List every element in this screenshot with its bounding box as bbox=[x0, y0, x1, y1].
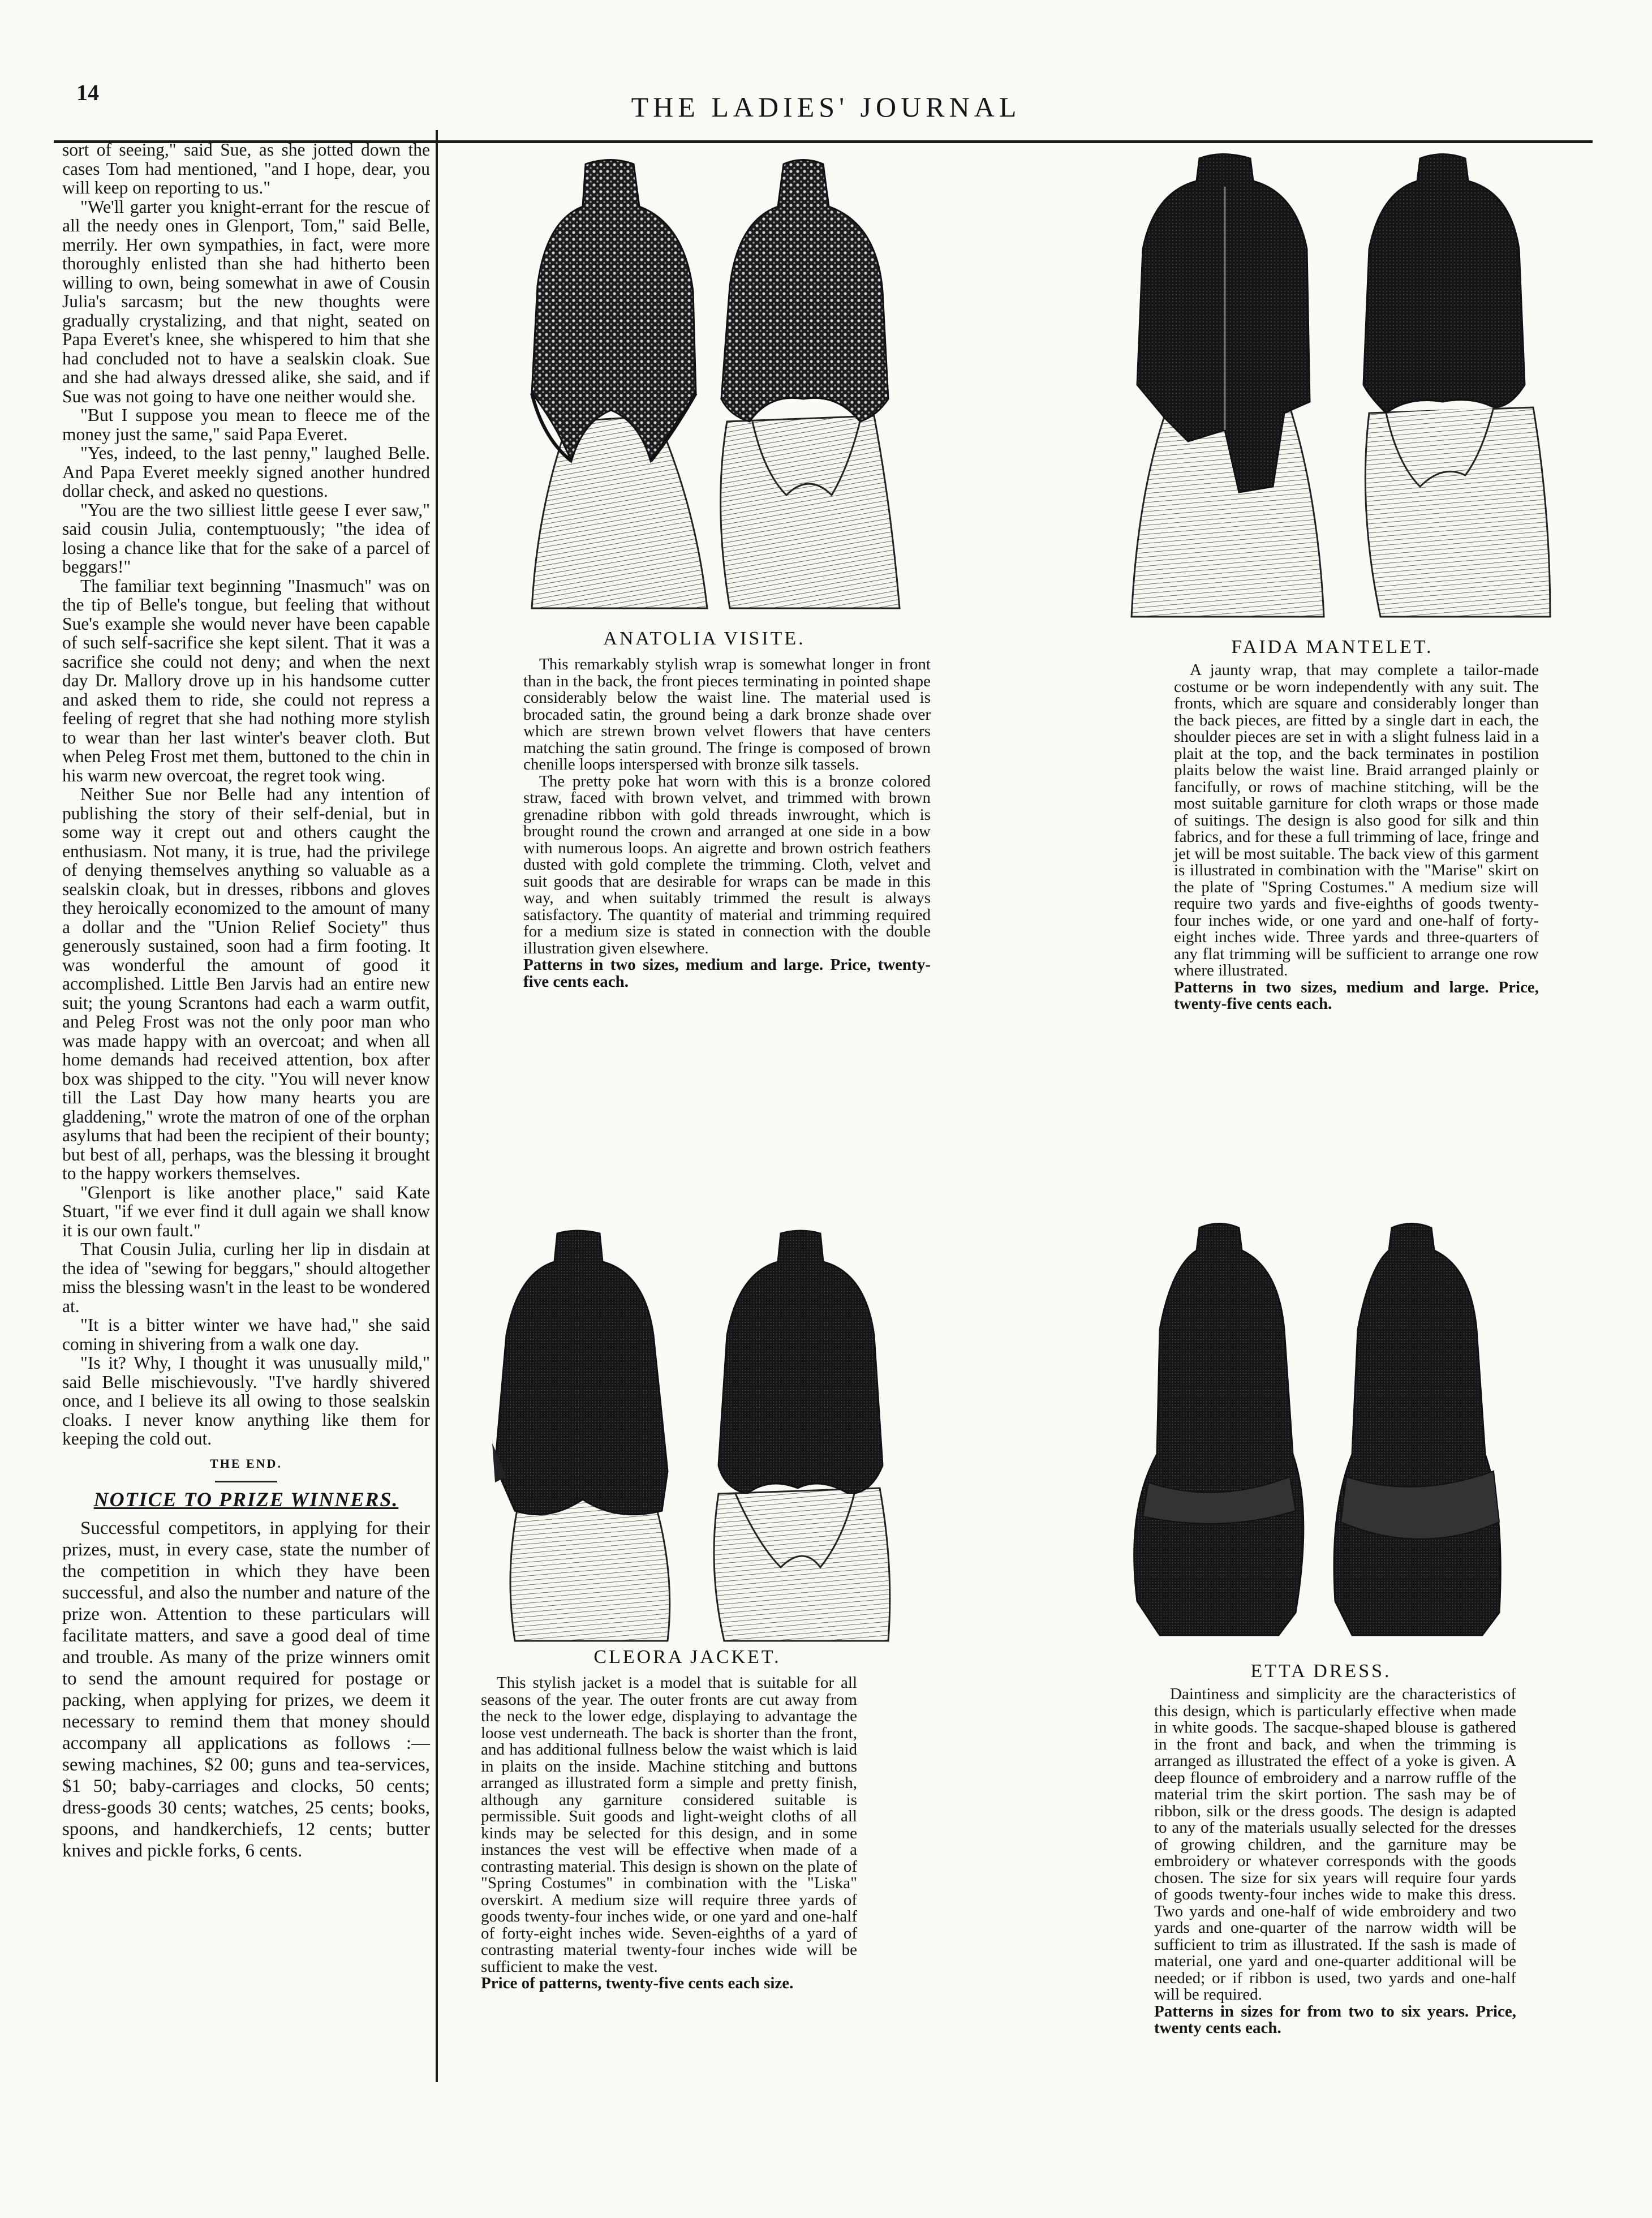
notice-section bbox=[62, 1490, 430, 1862]
story-paragraph: "Glenport is like another place," said Kate Stuart, "if we ever find it dull again we shall know it is our own fault." bbox=[62, 1182, 430, 1240]
etta-dress-illustration bbox=[1109, 1217, 1533, 1658]
anatolia-paragraph: The pretty poke hat worn with this is a bronze colored straw, faced with brown velvet, and trimmed with brown grenadine ribbon with gold threads inwrought, which is brought round the crown and arranged at one side in a bow with numerous loops. An aigrette and brown ostrich feathers dusted with gold complete the trimming. Cloth, velvet and suit goods that are desirable for wraps can be made in this way, and when suitably trimmed the result is always satisfactory. The quantity of material and trimming required for a medium size is stated in connection with the double illustration given elsewhere. bbox=[523, 772, 931, 957]
faida-pattern-info: Patterns in two sizes, medium and large. Price, twenty-five cents each. bbox=[1174, 978, 1539, 1013]
story-paragraph: "Is it? Why, I thought it was unusually mild," said Belle mischievously. "I've hardly shivered once, and I believe its all owing to those sealskin cloaks. I never know anything like them for keeping the cold out. bbox=[62, 1353, 430, 1448]
anatolia-paragraph: This remarkably stylish wrap is somewhat longer in front than in the back, the front pieces terminating in pointed shape considerably below the waist line. The material used is brocaded satin, the ground being a dark bronze shade over which are strewn brown velvet flowers that have centers matching the satin ground. The fringe is composed of brown chenille loops interspersed with bronze silk tassels. bbox=[523, 655, 931, 773]
column-rule bbox=[436, 130, 438, 2082]
faida-front-figure bbox=[1132, 154, 1324, 617]
anatolia-pattern-info: Patterns in two sizes, medium and large. Price, twenty-five cents each. bbox=[523, 956, 931, 991]
faida-description bbox=[1174, 662, 1539, 1013]
faida-caption: FAIDA MANTELET. bbox=[1231, 637, 1434, 657]
etta-caption: ETTA DRESS. bbox=[1250, 1661, 1392, 1682]
anatolia-description bbox=[523, 656, 931, 990]
story-end-mark: THE END. bbox=[210, 1456, 282, 1471]
faida-mantelet-illustration bbox=[1103, 147, 1561, 628]
notice-heading: NOTICE TO PRIZE WINNERS. bbox=[93, 1488, 399, 1511]
cleora-back-figure bbox=[714, 1231, 890, 1641]
section-divider bbox=[215, 1481, 277, 1482]
story-paragraph: "It is a bitter winter we have had," she said coming in shivering from a walk one day. bbox=[62, 1315, 430, 1354]
story-paragraph: "We'll garter you knight-errant for the rescue of all the needy ones in Glenport, Tom," said Belle, merrily. Her own sympathies, in fact, were more thoroughly enlisted than she had hitherto been willing to own, being somewhat in awe of Cousin Julia's sarcasm; but the new thoughts were gradually crystalizing, and that night, seated on Papa Everet's knee, she whispered to him that she had concluded not to have a sealskin cloak. Sue and she had always dressed alike, she said, and if Sue was not going to have one neither would she. bbox=[62, 196, 430, 406]
cleora-pattern-info: Price of patterns, twenty-five cents each size. bbox=[481, 1974, 794, 1992]
etta-paragraph: Daintiness and simplicity are the characteristics of this design, which is particularly effective when made in white goods. The sacque-shaped blouse is gathered in the front and back, and when the trimming is arranged as illustrated the effect of a yoke is given. A deep flounce of embroidery and a narrow ruffle of the material trim the skirt portion. The sash may be of ribbon, silk or the dress goods. The design is adapted to any of the materials usually selected for the dresses of growing children, and the garniture may be embroidery or whatever corresponds with the goods chosen. The size for six years will require four yards of goods twenty-four inches wide to make this dress. Two yards and one-half of wide embroidery and two yards and one-quarter of the narrow width will be sufficient to trim as illustrated. If the sash is made of material, one yard and one-quarter additional will be needed; or if ribbon is used, two yards and one-half will be required. bbox=[1154, 1685, 1516, 2004]
journal-title: THE LADIES' JOURNAL bbox=[631, 91, 1021, 123]
page-number: 14 bbox=[76, 80, 99, 105]
etta-description bbox=[1154, 1686, 1516, 2037]
faida-paragraph: A jaunty wrap, that may complete a tailor-made costume or be worn independently with any suit. The fronts, which are square and considerably longer than the back pieces, are fitted by a single dart in each, the shoulder pieces are set in with a slight fulness laid in a plait at the top, and the back terminates in postilion plaits below the waist line. Braid arranged plainly or fancifully, or rows of machine stitching, will be the most suitable garniture for cloth wraps or those made of suitings. The design is also good for silk and thin fabrics, and for these a full trimming of lace, fringe and jet will be most suitable. The back view of this garment is illustrated in combination with the "Marise" skirt on the plate of "Spring Costumes." A medium size will require two yards and five-eighths of goods twenty-four inches wide, or one yard and one-half of forty-eight inches wide. Three yards and three-quarters of any flat trimming will be sufficient to arrange one row where illustrated. bbox=[1174, 661, 1539, 979]
cleora-jacket-illustration bbox=[453, 1228, 922, 1647]
story-paragraph: That Cousin Julia, curling her lip in disdain at the idea of "sewing for beggars," should altogether miss the blessing wasn't in the least to be wondered at. bbox=[62, 1239, 430, 1316]
anatolia-visite-illustration bbox=[470, 156, 939, 614]
story-paragraph: "But I suppose you mean to fleece me of the money just the same," said Papa Everet. bbox=[62, 405, 430, 444]
etta-back-figure bbox=[1334, 1224, 1500, 1636]
cleora-caption: CLEORA JACKET. bbox=[593, 1647, 781, 1667]
story-paragraph: The familiar text beginning "Inasmuch" was on the tip of Belle's tongue, but feeling that without Sue's example she would never have been capable of such self-sacrifice she kept silent. That it was a sacrifice she could not deny; and when the next day Dr. Mallory drove up in his handsome cutter and asked them to ride, she could not repress a feeling of regret that she had nothing more stylish to wear than her last winter's beaver cloth. But when Peleg Frost met them, buttoned to the chin in his warm new overcoat, the regret took wing. bbox=[62, 575, 430, 785]
story-paragraph: sort of seeing," said Sue, as she jotted down the cases Tom had mentioned, "and I hope, dear, you will keep on reporting to us." bbox=[62, 140, 430, 197]
etta-front-figure bbox=[1134, 1224, 1303, 1636]
anatolia-caption: ANATOLIA VISITE. bbox=[603, 628, 806, 649]
story-paragraph: "Yes, indeed, to the last penny," laughed Belle. And Papa Everet meekly signed another hundred dollar check, and asked no questions. bbox=[62, 443, 430, 501]
story-paragraph: "You are the two silliest little geese I ever saw," said cousin Julia, contemptuously; "the idea of losing a chance like that for the sake of a parcel of beggars!" bbox=[62, 500, 430, 577]
cleora-description bbox=[481, 1675, 857, 1992]
anatolia-front-figure bbox=[532, 160, 707, 609]
faida-back-figure bbox=[1363, 154, 1550, 617]
cleora-front-figure bbox=[492, 1231, 670, 1641]
story-paragraph: Neither Sue nor Belle had any intention of publishing the story of their self-denial, but in some way it crept out and others caught the enthusiasm. Not many, it is true, had the privilege of denying themselves anything so valuable as a sealskin cloak, but in dresses, ribbons and gloves they heroically economized to the amount of many a dollar and the "Union Relief Society" thus generously sustained, soon had a firm footing. It was wonderful the amount of good it accomplished. Little Ben Jarvis had an entire new suit; the young Scrantons had each a warm outfit, and Peleg Frost was not the only poor man who was made happy with an overcoat; and when all home demands had received attention, box after box was shipped to the city. "You will never know till the Last Day how many hearts you are gladdening," wrote the matron of one of the orphan asylums that had been the recipient of their bounty; but best of all, perhaps, was the blessing it brought to the happy workers themselves. bbox=[62, 784, 430, 1183]
cleora-paragraph: This stylish jacket is a model that is suitable for all seasons of the year. The outer fronts are cut away from the neck to the lower edge, displaying to advantage the loose vest underneath. The back is shorter than the front, and has additional fullness below the waist which is laid in plaits on the inside. Machine stitching and buttons arranged as illustrated form a simple and pretty finish, although any garniture considered suitable is permissible. Suit goods and light-weight cloths of all kinds may be selected for this design, and in some instances the vest will be effective when made of a contrasting material. This design is shown on the plate of "Spring Costumes" in combination with the "Liska" overskirt. A medium size will require three yards of goods twenty-four inches wide, or one yard and one-half of forty-eight inches wide. Seven-eighths of a yard of contrasting material twenty-four inches wide will be sufficient to make the vest. bbox=[481, 1674, 857, 1976]
notice-text: Successful competitors, in applying for their prizes, must, in every case, state the number of the competition in which they have been successful, and also the number and nature of the prize won. Attention to these particulars will facilitate matters, and save a good deal of time and trouble. As many of the prize winners omit to send the amount required for postage or packing, when applying for prizes, we deem it necessary to remind them that money should accompany all applications as follows :— sewing machines, $2 00; guns and tea-services, $1 50; baby-carriages and clocks, 50 cents; dress-goods 30 cents; watches, 25 cents; books, spoons, and handkerchiefs, 12 cents; butter knives and pickle forks, 6 cents. bbox=[62, 1518, 430, 1861]
anatolia-back-figure bbox=[721, 160, 900, 609]
story-column bbox=[62, 140, 430, 1862]
etta-pattern-info: Patterns in sizes for from two to six years. Price, twenty cents each. bbox=[1154, 2002, 1516, 2037]
